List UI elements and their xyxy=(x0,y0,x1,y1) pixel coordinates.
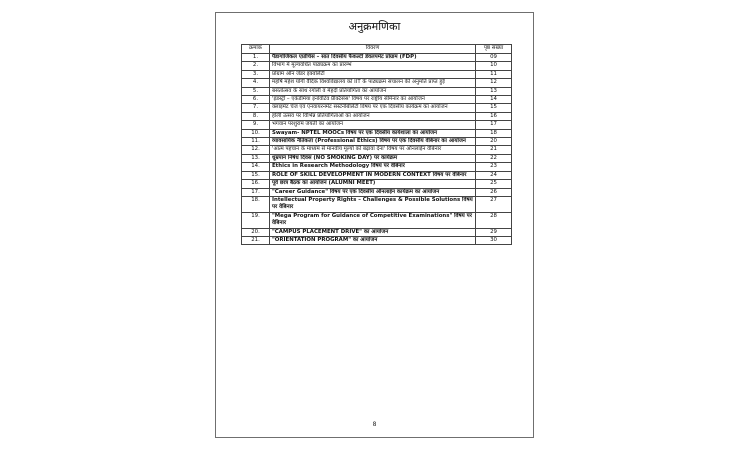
table-row xyxy=(242,54,512,62)
row-number: 17. xyxy=(242,188,270,196)
column-header-subject: विवरण xyxy=(270,45,476,54)
row-page-number: 22 xyxy=(476,154,512,162)
row-number: 12. xyxy=(242,146,270,154)
row-number: 6. xyxy=(242,96,270,104)
row-number: 8. xyxy=(242,112,270,120)
table-row xyxy=(242,112,512,120)
table-row xyxy=(242,146,512,154)
column-header-page: पृष्ठ संख्या xyxy=(476,45,512,54)
row-page-number: 09 xyxy=(476,54,512,62)
row-subject: पैडागोजिकल एप्रोचिस – सात दिवसीय फैकल्टी डेवलपमेंट प्रोग्राम (FDP) xyxy=(270,54,476,62)
table-row xyxy=(242,188,512,196)
row-page-number: 30 xyxy=(476,236,512,244)
row-subject: भगवान परशुराम जयंती का आयोजन xyxy=(270,121,476,129)
row-subject: 'इंडस्ट्री – एकेडेमिया इनोवेटिव प्रैक्टिसेस' विषय पर राष्ट्रीय सेमिनार का आयोजन xyxy=(270,96,476,104)
table-row xyxy=(242,236,512,244)
page-title: अनुक्रमणिका xyxy=(348,20,401,33)
table-header-row xyxy=(242,45,512,54)
table-row xyxy=(242,79,512,87)
row-subject: "CAMPUS PLACEMENT DRIVE" का आयोजन xyxy=(270,228,476,236)
row-number: 18. xyxy=(242,196,270,212)
row-number: 1. xyxy=(242,54,270,62)
table-row xyxy=(242,129,512,137)
table-row xyxy=(242,163,512,171)
table-row xyxy=(242,212,512,228)
row-number: 10. xyxy=(242,129,270,137)
row-page-number: 29 xyxy=(476,228,512,236)
row-subject: विभाग में मूल्यवर्धित पाठ्यक्रम का प्रारम्भ xyxy=(270,62,476,70)
row-page-number: 27 xyxy=(476,196,512,212)
document-page xyxy=(215,12,534,438)
row-number: 5. xyxy=(242,87,270,95)
row-subject: ROLE OF SKILL DEVELOPMENT IN MODERN CONTEXT विषय पर वेबिनार xyxy=(270,171,476,179)
row-subject: "ORIENTATION PROGRAM" का आयोजन xyxy=(270,236,476,244)
row-subject: Intellectual Property Rights – Challenges & Possible Solutions विषय पर वेबिनार xyxy=(270,196,476,212)
table-row xyxy=(242,171,512,179)
row-subject: "Mega Program for Guidance of Competitive Examinations" विषय पर वेबिनार xyxy=(270,212,476,228)
row-number: 2. xyxy=(242,62,270,70)
row-subject: धूम्रपान निषेध दिवस (NO SMOKING DAY) पर कार्यक्रम xyxy=(270,154,476,162)
row-page-number: 12 xyxy=(476,79,512,87)
row-subject: "Career Guidance" विषय पर एक दिवसीय ऑनलाईन कार्यक्रम का आयोजन xyxy=(270,188,476,196)
row-subject: पूर्व छात्र बैठक का आयोजन (ALUMNI MEET) xyxy=(270,180,476,188)
row-subject: Ethics in Research Methodology विषय पर वेबिनार xyxy=(270,163,476,171)
row-page-number: 15 xyxy=(476,104,512,112)
row-subject: 'आत्म पहचान के माध्यम से मानवीय मूल्यों को बढ़ावा देना' विषय पर ऑनलाईन वेबिनार xyxy=(270,146,476,154)
row-subject: Swayam- NPTEL MOOCs विषय पर एक दिवसीय कार्यशाला का आयोजन xyxy=(270,129,476,137)
row-number: 15. xyxy=(242,171,270,179)
page-number: 8 xyxy=(372,421,377,428)
column-header-number: क्रमांक xyxy=(242,45,270,54)
row-page-number: 26 xyxy=(476,188,512,196)
row-number: 4. xyxy=(242,79,270,87)
table-row xyxy=(242,87,512,95)
table-row xyxy=(242,138,512,146)
row-page-number: 25 xyxy=(476,180,512,188)
table-row xyxy=(242,154,512,162)
table-body xyxy=(242,54,512,245)
row-subject: बसंतोत्सव के साथ रंगोली व मेंहदी प्रतियोगिता का आयोजन xyxy=(270,87,476,95)
row-number: 14. xyxy=(242,163,270,171)
table-of-contents xyxy=(241,44,512,245)
row-number: 19. xyxy=(242,212,270,228)
table-row xyxy=(242,121,512,129)
row-page-number: 14 xyxy=(476,96,512,104)
row-page-number: 17 xyxy=(476,121,512,129)
row-number: 11. xyxy=(242,138,270,146)
table-row xyxy=(242,196,512,212)
table-row xyxy=(242,96,512,104)
table-row xyxy=(242,180,512,188)
row-page-number: 11 xyxy=(476,70,512,78)
row-number: 16. xyxy=(242,180,270,188)
row-subject: महर्षि महेश योगी वैदिक विश्वविद्यालय को IIT के पाठ्यक्रम संचालन की अनुमति प्राप्त हुई xyxy=(270,79,476,87)
row-page-number: 23 xyxy=(476,163,512,171)
row-subject: क्लाइमेट चेंज एवं एनवायरनमेंट सस्टेनेबिलिटी विषय पर एक दिवसीय कार्यक्रम का आयोजन xyxy=(270,104,476,112)
row-page-number: 10 xyxy=(476,62,512,70)
table-row xyxy=(242,70,512,78)
row-number: 13. xyxy=(242,154,270,162)
row-subject: प्रोग्राम ऑन जेंडर इक्वलिटी xyxy=(270,70,476,78)
row-page-number: 28 xyxy=(476,212,512,228)
row-page-number: 13 xyxy=(476,87,512,95)
table-row xyxy=(242,228,512,236)
row-number: 3. xyxy=(242,70,270,78)
row-number: 9. xyxy=(242,121,270,129)
row-page-number: 20 xyxy=(476,138,512,146)
row-number: 7. xyxy=(242,104,270,112)
table-row xyxy=(242,62,512,70)
row-page-number: 21 xyxy=(476,146,512,154)
row-page-number: 24 xyxy=(476,171,512,179)
row-page-number: 16 xyxy=(476,112,512,120)
row-page-number: 18 xyxy=(476,129,512,137)
row-number: 20. xyxy=(242,228,270,236)
row-subject: व्यावसायिक नैतिकता (Professional Ethics) विषय पर एक दिवसीय वेबिनार का आयोजन xyxy=(270,138,476,146)
row-subject: होली उत्सव पर विभिन्न प्रतियोगिताओं का आयोजन xyxy=(270,112,476,120)
table-row xyxy=(242,104,512,112)
row-number: 21. xyxy=(242,236,270,244)
